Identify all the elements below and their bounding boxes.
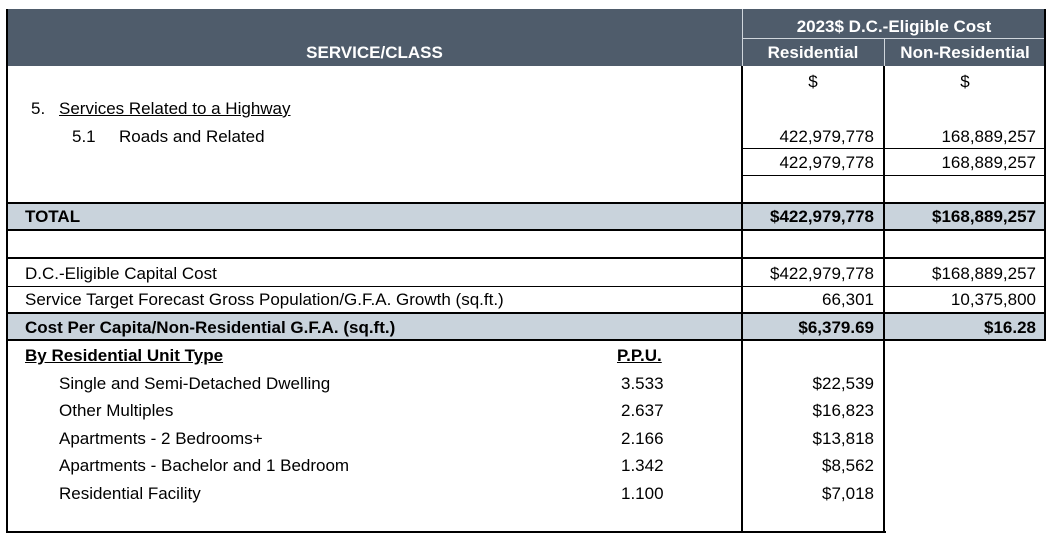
unit-row-3-name: Apartments - 2 Bedrooms+ [59,429,263,448]
unit-row-3-ppu: 2.166 [621,429,664,448]
unit-row-4-name: Apartments - Bachelor and 1 Bedroom [59,456,350,475]
unit-row-1-name: Single and Semi-Detached Dwelling [59,374,331,393]
unit-row-1-ppu: 3.533 [621,374,664,393]
currency-res: $ [808,72,818,91]
per-capita-nonres: $16.28 [984,318,1036,337]
growth-label: Service Target Forecast Gross Population/G.F.A. Growth (sq.ft.) [25,290,504,309]
unit-row-5-ppu: 1.100 [621,484,664,503]
unit-row-2-cost: $16,823 [812,401,874,420]
unit-row-3-cost: $13,818 [812,429,874,448]
non-residential-header: Non-Residential [900,43,1030,62]
ppu-header: P.P.U. [617,346,662,365]
unit-row-5-cost: $7,018 [822,484,874,503]
total-label: TOTAL [25,207,81,226]
service-class-header: SERVICE/CLASS [306,43,443,62]
subservice-number: 5.1 [72,127,96,146]
subservice-res: 422,979,778 [779,127,874,146]
subservice-nonres: 168,889,257 [941,127,1036,146]
unit-type-title: By Residential Unit Type [25,346,224,365]
per-capita-label: Cost Per Capita/Non-Residential G.F.A. (sq.ft.) [25,318,396,337]
growth-res: 66,301 [822,290,874,309]
cost-title-header: 2023$ D.C.-Eligible Cost [796,17,992,36]
residential-header: Residential [767,43,859,62]
subservice-name: Roads and Related [119,127,265,146]
per-capita-res: $6,379.69 [798,318,874,337]
service-number: 5. [31,99,46,118]
unit-row-2-ppu: 2.637 [621,401,664,420]
capital-cost-nonres: $168,889,257 [932,264,1036,283]
unit-row-4-cost: $8,562 [822,456,874,475]
capital-cost-label: D.C.-Eligible Capital Cost [25,264,217,283]
subtotal-res: 422,979,778 [779,153,874,172]
unit-row-2-name: Other Multiples [59,401,174,420]
unit-row-5-name: Residential Facility [59,484,201,503]
capital-cost-res: $422,979,778 [770,264,874,283]
service-name: Services Related to a Highway [59,99,291,118]
unit-row-4-ppu: 1.342 [621,456,664,475]
subtotal-nonres: 168,889,257 [941,153,1036,172]
currency-nonres: $ [960,72,970,91]
unit-row-1-cost: $22,539 [812,374,874,393]
total-nonres: $168,889,257 [932,207,1036,226]
total-res: $422,979,778 [770,207,874,226]
growth-nonres: 10,375,800 [950,290,1036,309]
